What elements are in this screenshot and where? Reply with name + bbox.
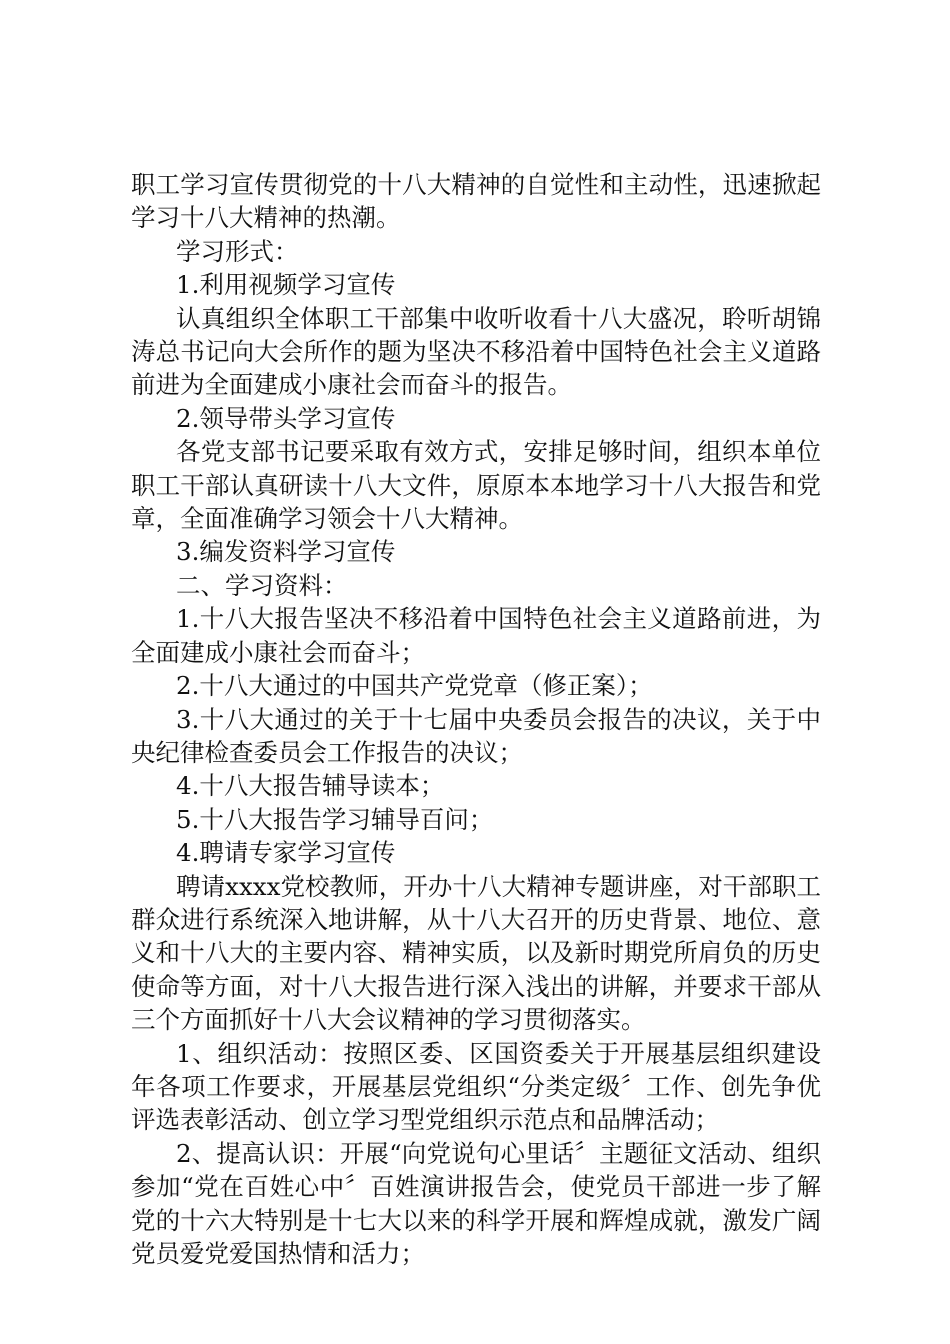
list-item-heading: 4.聘请专家学习宣传: [176, 838, 396, 868]
list-item: 1.十八大报告坚决不移沿着中国特色社会主义道路前进，为全面建成小康社会而奋斗；: [131, 604, 821, 667]
list-item-heading: 2.领导带头学习宣传: [176, 403, 396, 433]
list-item-heading: 3.编发资料学习宣传: [176, 537, 396, 567]
section-heading: 学习形式：: [176, 236, 299, 266]
paragraph: 各党支部书记要采取有效方式，安排足够时间，组织本单位职工干部认真研读十八大文件，原原本本地学习十八大报告和党章，全面准确学习领会十八大精神。: [131, 437, 821, 534]
paragraph: 1、组织活动：按照区委、区国资委关于开展基层组织建设年各项工作要求，开展基层党组织“分类定级〞工作、创先争优评选表彰活动、创立学习型党组织示范点和品牌活动；: [131, 1038, 821, 1135]
document-body: [131, 168, 821, 1270]
list-item: 5.十八大报告学习辅导百问；: [176, 804, 494, 834]
section-heading: 二、学习资料：: [176, 570, 348, 600]
paragraph: 2、提高认识：开展“向党说句心里话〞主题征文活动、组织参加“党在百姓心中〞百姓演讲报告会，使党员干部进一步了解党的十六大特别是十七大以来的科学开展和辉煌成就，激发广阔党员爱党爱国热情和活力；: [131, 1138, 821, 1268]
list-item: 3.十八大通过的关于十七届中央委员会报告的决议，关于中央纪律检查委员会工作报告的决议；: [131, 704, 821, 767]
paragraph: 认真组织全体职工干部集中收听收看十八大盛况，聆听胡锦涛总书记向大会所作的题为坚决不移沿着中国特色社会主义道路前进为全面建成小康社会而奋斗的报告。: [131, 303, 821, 400]
list-item: 2.十八大通过的中国共产党党章（修正案）；: [176, 671, 653, 701]
paragraph: 聘请xxxx党校教师，开办十八大精神专题讲座，对干部职工群众进行系统深入地讲解，从十八大召开的历史背景、地位、意义和十八大的主要内容、精神实质，以及新时期党所肩负的历史使命等方面，对十八大报告进行深入浅出的讲解，并要求干部从三个方面抓好十八大会议精神的学习贯彻落实。: [131, 871, 821, 1035]
list-item: 4.十八大报告辅导读本；: [176, 771, 445, 801]
paragraph: 职工学习宣传贯彻党的十八大精神的自觉性和主动性，迅速掀起学习十八大精神的热潮。: [131, 170, 821, 233]
list-item-heading: 1.利用视频学习宣传: [176, 270, 396, 300]
